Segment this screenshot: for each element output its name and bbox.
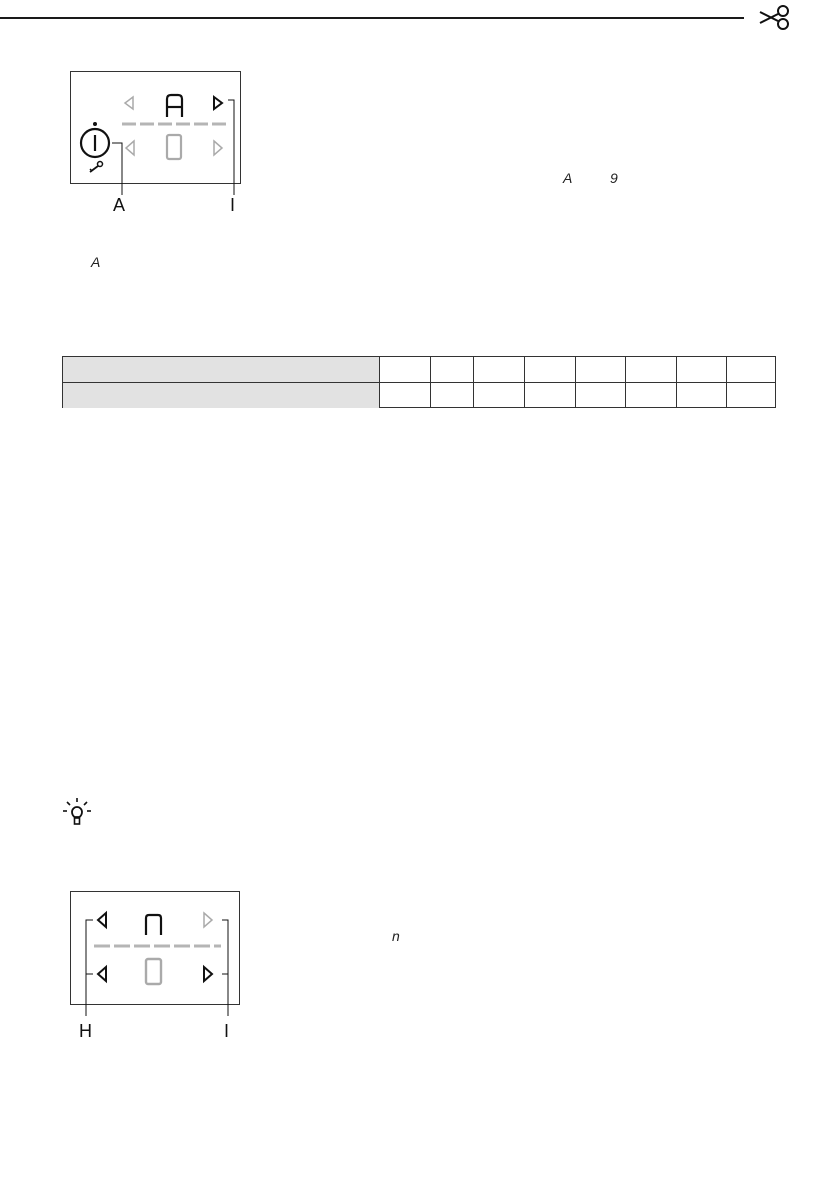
table-cell xyxy=(431,357,474,382)
table-cell xyxy=(525,357,576,382)
callout-label-h: H xyxy=(79,1021,92,1041)
arrow-left-icon xyxy=(98,913,106,927)
table-cell xyxy=(626,383,677,408)
key-icon xyxy=(90,162,103,173)
display-bottom-digit xyxy=(146,959,161,984)
table-row-header xyxy=(63,383,380,408)
arrow-right-icon xyxy=(204,913,212,927)
table-cell xyxy=(677,383,727,408)
inline-glyph-a: A xyxy=(563,170,573,186)
table-cell xyxy=(525,383,576,408)
inline-glyph-n: n xyxy=(392,928,400,944)
table-row-header xyxy=(63,357,380,382)
display-bottom-digit xyxy=(167,135,181,159)
table-row xyxy=(63,383,775,408)
control-panel-figure-1-drawing xyxy=(70,71,240,211)
callout-label-a: A xyxy=(113,195,126,215)
table-cell xyxy=(677,357,727,382)
power-icon xyxy=(81,122,109,157)
scissors-icon xyxy=(756,4,792,30)
control-panel-figure-2-drawing xyxy=(70,891,240,1031)
callout-label-i-2: I xyxy=(224,1021,230,1041)
table-cell xyxy=(576,383,626,408)
settings-table xyxy=(62,356,776,408)
arrow-right-icon xyxy=(214,97,222,109)
callout-label-i: I xyxy=(230,195,236,215)
cut-line xyxy=(0,17,744,19)
arrow-right-icon xyxy=(204,967,212,981)
arrow-left-icon xyxy=(125,97,133,109)
table-cell xyxy=(474,383,525,408)
display-top-digit xyxy=(167,95,182,117)
table-cell xyxy=(576,357,626,382)
arrow-left-icon xyxy=(98,967,106,981)
inline-glyph-a-2: A xyxy=(91,254,101,270)
table-cell xyxy=(626,357,677,382)
inline-glyph-9: 9 xyxy=(610,170,618,186)
table-cell xyxy=(474,357,525,382)
table-cell xyxy=(727,357,776,382)
table-cell xyxy=(727,383,776,408)
table-row xyxy=(63,357,775,383)
arrow-right-icon xyxy=(214,141,222,155)
table-cell xyxy=(380,357,431,382)
display-top-digit xyxy=(146,915,161,935)
arrow-left-icon xyxy=(126,141,134,155)
lightbulb-tip-icon xyxy=(62,797,92,827)
table-cell xyxy=(431,383,474,408)
table-cell xyxy=(380,383,431,408)
